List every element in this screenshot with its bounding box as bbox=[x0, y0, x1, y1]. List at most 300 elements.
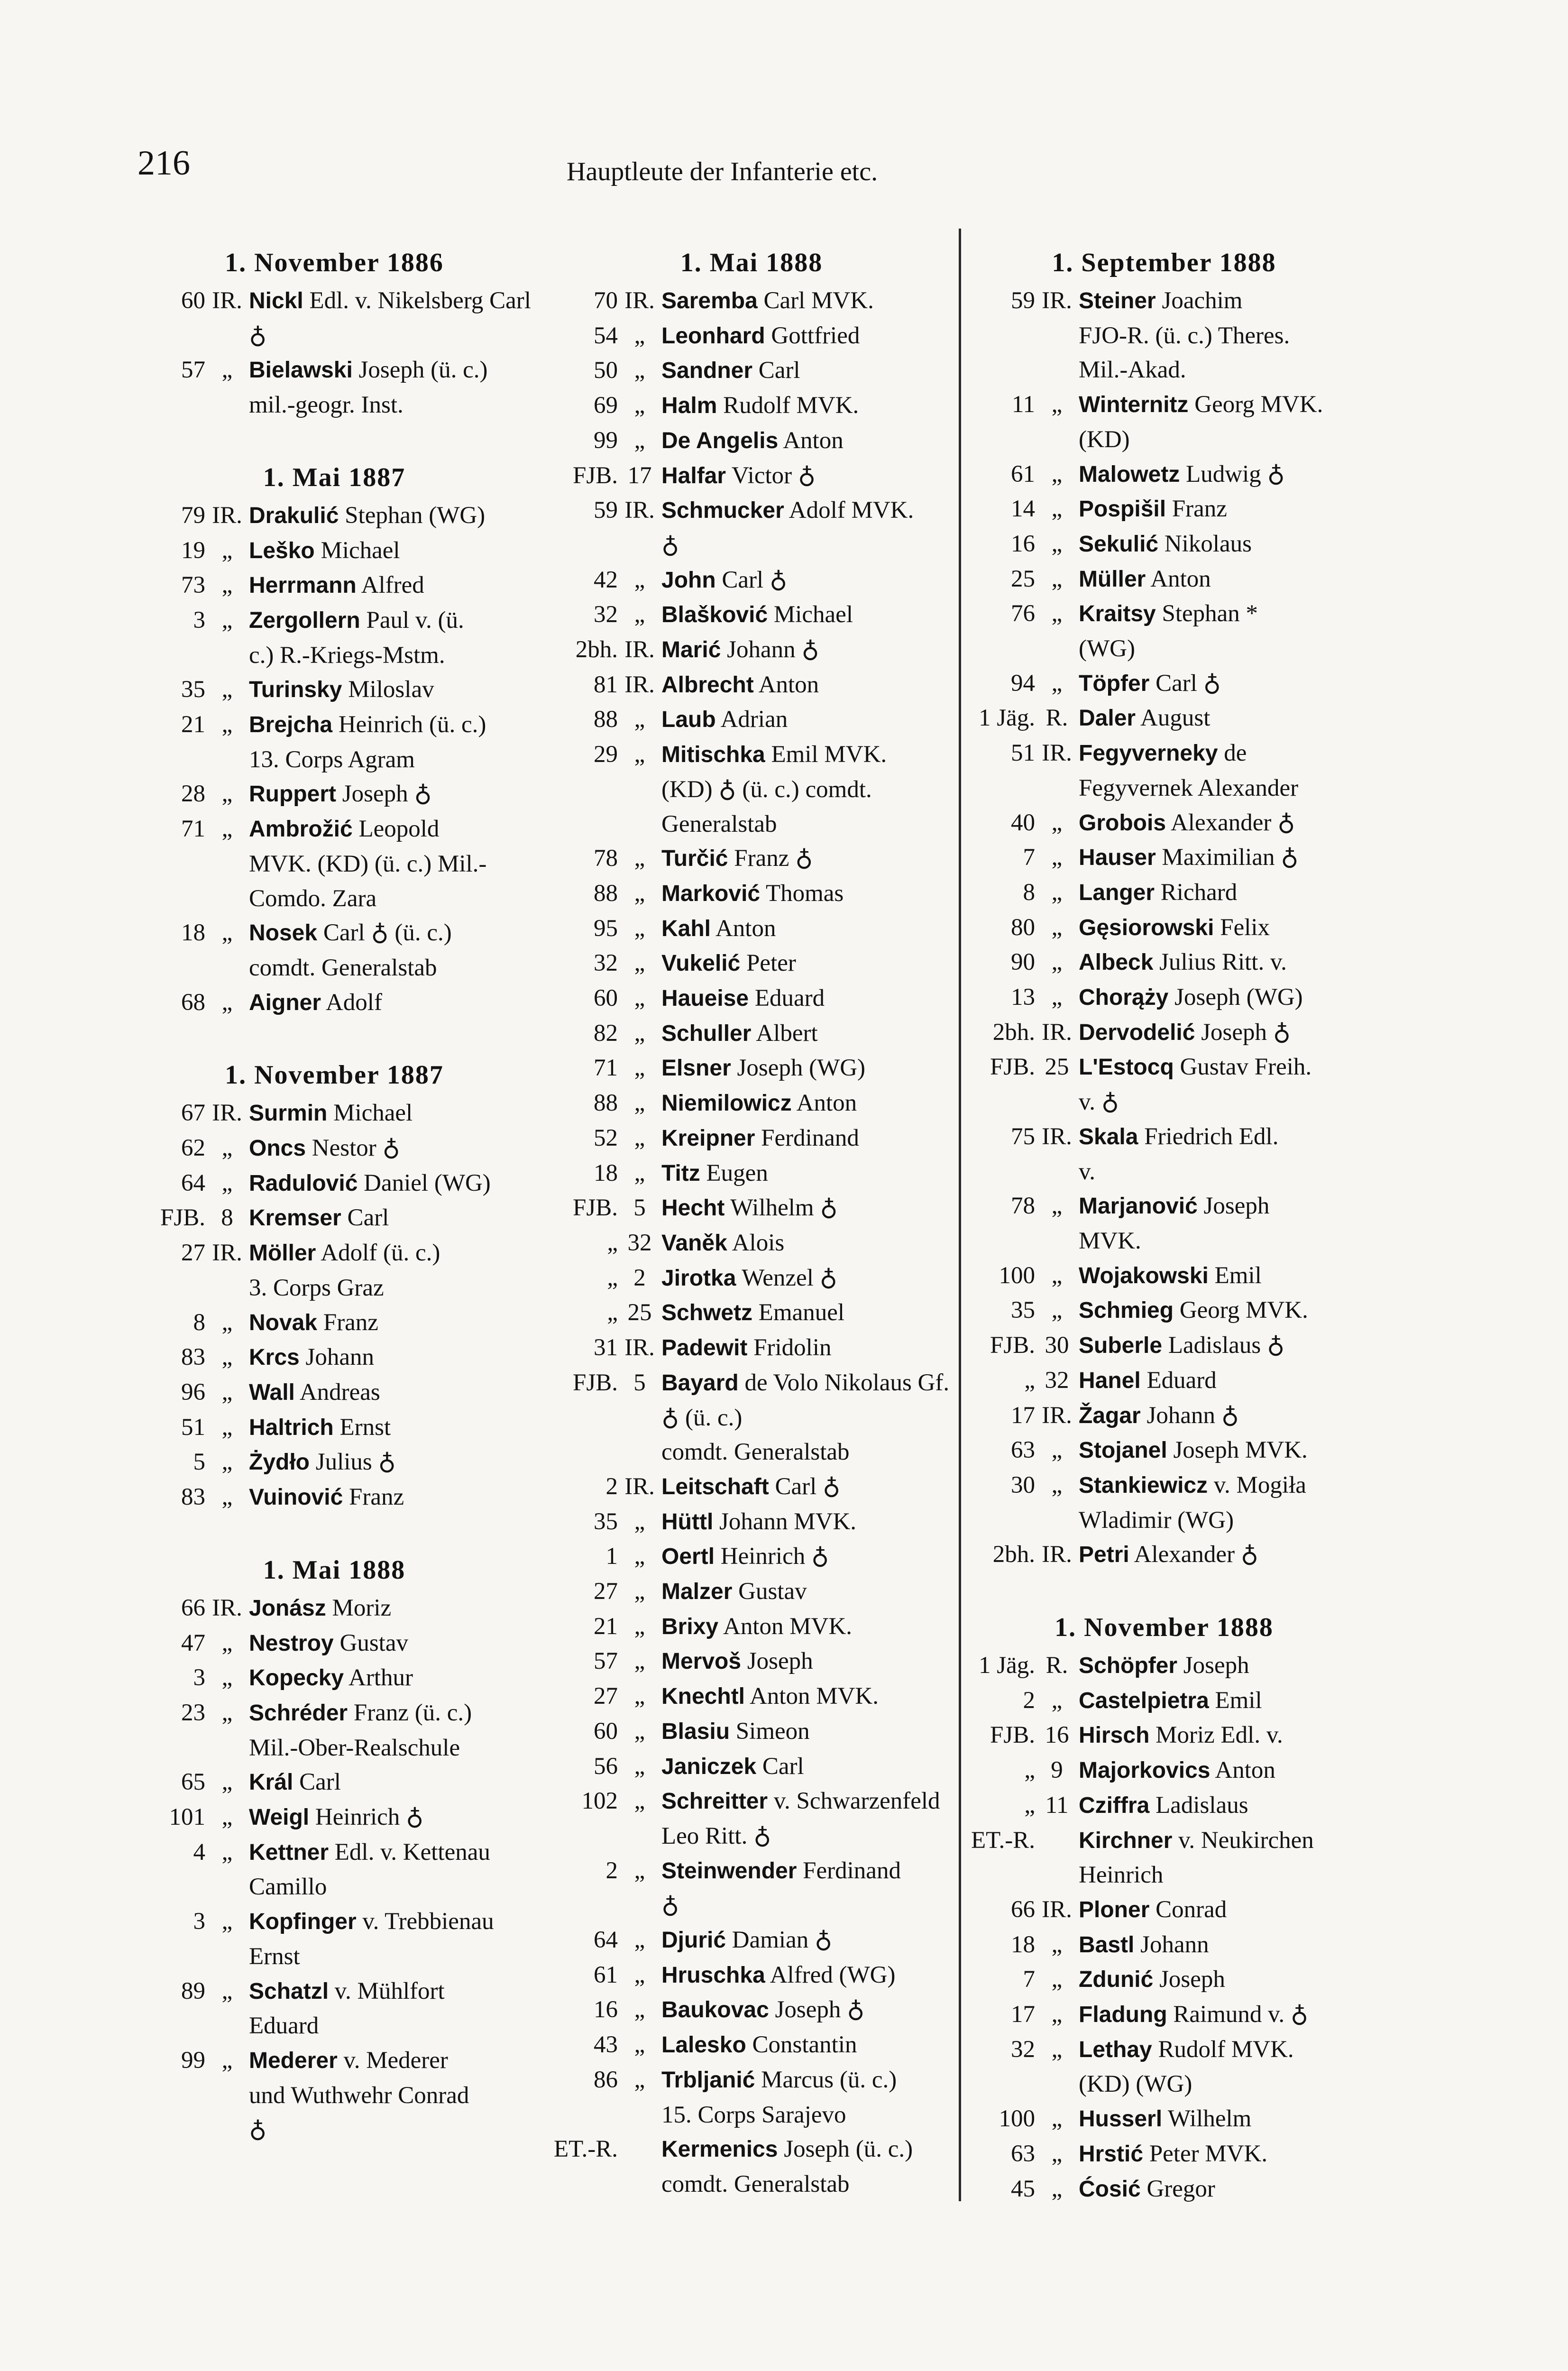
unit-designation bbox=[965, 1537, 1079, 1572]
officer-surname: Aigner bbox=[249, 990, 321, 1015]
unit-type: IR. bbox=[624, 671, 655, 698]
unit-type: „ bbox=[634, 427, 645, 454]
officer-surname: Kettner bbox=[249, 1839, 329, 1865]
officer-text bbox=[249, 1591, 533, 1626]
roster-entry bbox=[135, 672, 533, 708]
unit-type: „ bbox=[221, 1699, 233, 1726]
unit-type: „ bbox=[634, 566, 645, 593]
unit-number: 11 bbox=[1011, 391, 1035, 418]
officer-surname: Turinsky bbox=[249, 677, 342, 703]
unit-designation bbox=[965, 840, 1079, 875]
officer-details: Adolf bbox=[321, 989, 382, 1016]
officer-surname: Müller bbox=[1079, 566, 1146, 592]
unit-type: IR. bbox=[1042, 1019, 1072, 1046]
officer-details: Emil MVK. (KD) ♁ (ü. c.) comdt. Generalstab bbox=[661, 741, 887, 837]
officer-surname: Kermenics bbox=[661, 2137, 778, 2162]
officer-details: Ferdinand bbox=[755, 1124, 859, 1151]
unit-number: 101 bbox=[169, 1804, 205, 1831]
roster-entry bbox=[135, 568, 533, 603]
unit-type: „ bbox=[221, 1309, 233, 1336]
officer-details: Franz bbox=[317, 1309, 378, 1336]
officer-text bbox=[661, 1366, 955, 1470]
unit-designation bbox=[548, 1156, 661, 1191]
unit-designation bbox=[135, 1480, 249, 1515]
date-section bbox=[965, 242, 1363, 1572]
officer-text bbox=[1079, 1293, 1363, 1328]
roster-entry bbox=[135, 1410, 533, 1445]
unit-designation bbox=[548, 2063, 661, 2132]
officer-surname: Leško bbox=[249, 538, 315, 563]
unit-designation bbox=[135, 1904, 249, 1974]
officer-details: Gregor bbox=[1140, 2175, 1215, 2202]
unit-designation bbox=[965, 1893, 1079, 1928]
unit-type: „ bbox=[1051, 2036, 1063, 2063]
officer-text bbox=[1079, 1189, 1363, 1258]
officer-details: Alexander ♁ bbox=[1166, 809, 1295, 836]
unit-type: „ bbox=[1051, 844, 1063, 871]
roster-entry bbox=[965, 1189, 1363, 1258]
unit-type: „ bbox=[634, 915, 645, 942]
officer-details: Gottfried bbox=[765, 322, 860, 349]
unit-number: 27 bbox=[594, 1578, 618, 1605]
roster-entry bbox=[548, 493, 955, 562]
officer-text bbox=[249, 603, 533, 672]
roster-entry bbox=[965, 806, 1363, 841]
officer-surname: Mervoš bbox=[661, 1649, 742, 1674]
officer-text bbox=[249, 1800, 533, 1835]
unit-number: 7 bbox=[1023, 1966, 1035, 1993]
officer-details: Alfred bbox=[356, 572, 424, 599]
unit-number: 57 bbox=[594, 1648, 618, 1675]
officer-text bbox=[661, 353, 955, 388]
unit-type: „ bbox=[221, 1378, 233, 1406]
unit-number: 100 bbox=[999, 1262, 1035, 1289]
unit-type: 25 bbox=[1045, 1054, 1069, 1081]
officer-surname: Kremser bbox=[249, 1205, 341, 1231]
officer-details: Alfred (WG) bbox=[765, 1961, 896, 1988]
section-heading: 1. Mai 1888 bbox=[263, 1555, 406, 1585]
officer-details: Carl bbox=[752, 357, 800, 384]
unit-type: „ bbox=[634, 741, 645, 768]
officer-text bbox=[249, 1096, 533, 1131]
officer-text bbox=[1079, 1468, 1363, 1537]
unit-designation bbox=[548, 981, 661, 1016]
roster-entry bbox=[548, 1470, 955, 1505]
officer-surname: Niemilowicz bbox=[661, 1091, 792, 1116]
unit-type: „ bbox=[221, 2047, 233, 2074]
officer-text bbox=[1079, 1120, 1363, 1189]
roster-entry bbox=[548, 1086, 955, 1121]
officer-details: Joseph MVK. bbox=[1167, 1437, 1308, 1464]
roster-entry bbox=[965, 736, 1363, 805]
unit-type: IR. bbox=[1042, 287, 1072, 314]
officer-text bbox=[1079, 875, 1363, 910]
unit-number: 63 bbox=[1011, 1437, 1035, 1464]
officer-surname: Bielawski bbox=[249, 358, 353, 383]
officer-surname: Ruppert bbox=[249, 781, 336, 807]
officer-details: v. Mühlfort Eduard bbox=[249, 1977, 445, 2040]
officer-text bbox=[249, 1236, 533, 1305]
unit-number: FJB. bbox=[573, 1195, 618, 1222]
unit-type: „ bbox=[221, 711, 233, 738]
officer-text bbox=[661, 493, 955, 562]
officer-details: Ladislaus bbox=[1149, 1792, 1248, 1819]
unit-designation bbox=[548, 911, 661, 947]
officer-text bbox=[661, 946, 955, 981]
unit-designation bbox=[965, 1050, 1079, 1119]
unit-designation bbox=[548, 1854, 661, 1923]
unit-type: „ bbox=[634, 1020, 645, 1047]
officer-details: Albert bbox=[751, 1020, 818, 1047]
unit-designation bbox=[965, 1328, 1079, 1363]
officer-details: Victor ♁ bbox=[726, 462, 816, 489]
unit-designation bbox=[965, 597, 1079, 666]
unit-number: FJB. bbox=[990, 1054, 1035, 1081]
unit-designation bbox=[135, 1410, 249, 1445]
unit-type: „ bbox=[1051, 879, 1063, 906]
roster-entry bbox=[548, 1923, 955, 1958]
unit-number: 35 bbox=[594, 1508, 618, 1535]
roster-entry bbox=[965, 1537, 1363, 1572]
officer-surname: Zergollern bbox=[249, 607, 360, 633]
roster-entry bbox=[548, 946, 955, 981]
unit-type: „ bbox=[1051, 1437, 1063, 1464]
roster-entry bbox=[548, 388, 955, 423]
officer-text bbox=[1079, 1683, 1363, 1719]
unit-designation bbox=[965, 701, 1079, 736]
officer-surname: Kopfinger bbox=[249, 1909, 357, 1935]
unit-type: „ bbox=[221, 1484, 233, 1511]
unit-type: 8 bbox=[221, 1204, 233, 1231]
officer-surname: Jonász bbox=[249, 1595, 326, 1621]
unit-type: 25 bbox=[627, 1299, 652, 1326]
unit-designation bbox=[548, 1086, 661, 1121]
roster-entry bbox=[548, 668, 955, 703]
unit-number: 4 bbox=[193, 1838, 205, 1866]
unit-designation bbox=[548, 702, 661, 737]
unit-number: 64 bbox=[181, 1169, 205, 1196]
unit-designation bbox=[548, 388, 661, 423]
roster-entry bbox=[135, 1626, 533, 1661]
officer-details: Franz bbox=[1166, 496, 1227, 523]
officer-details: Gustav bbox=[333, 1629, 408, 1656]
unit-number: 32 bbox=[594, 601, 618, 628]
officer-surname: Kahl bbox=[661, 916, 711, 941]
officer-details: Joachim FJO-R. (ü. c.) Theres. Mil.-Akad. bbox=[1079, 287, 1290, 384]
officer-surname: Brixy bbox=[661, 1614, 719, 1639]
officer-surname: Suberle bbox=[1079, 1333, 1163, 1359]
officer-text bbox=[661, 2028, 955, 2063]
unit-type: IR. bbox=[1042, 1402, 1072, 1429]
unit-number: 32 bbox=[1011, 2036, 1035, 2063]
officer-text bbox=[249, 1375, 533, 1410]
unit-type: 32 bbox=[1045, 1367, 1069, 1394]
officer-details: Stephan * (WG) bbox=[1079, 600, 1258, 662]
officer-surname: Radulović bbox=[249, 1170, 358, 1196]
unit-designation bbox=[135, 812, 249, 916]
officer-surname: Ćosić bbox=[1079, 2176, 1141, 2202]
unit-designation bbox=[965, 387, 1079, 457]
officer-details: Miloslav bbox=[342, 676, 434, 703]
unit-type: IR. bbox=[624, 1473, 655, 1500]
officer-surname: Töpfer bbox=[1079, 671, 1150, 696]
roster-entry bbox=[548, 319, 955, 354]
officer-surname: Surmin bbox=[249, 1101, 328, 1126]
unit-number: 18 bbox=[181, 919, 205, 947]
unit-number: 71 bbox=[594, 1055, 618, 1082]
officer-surname: Marković bbox=[661, 881, 761, 906]
unit-number: 66 bbox=[1011, 1896, 1035, 1923]
officer-text bbox=[1079, 2137, 1363, 2172]
unit-number: 8 bbox=[1023, 879, 1035, 906]
officer-details: Heinrich ♁ bbox=[309, 1804, 424, 1831]
roster-entry bbox=[135, 498, 533, 533]
unit-type: „ bbox=[221, 1344, 233, 1371]
unit-designation bbox=[548, 319, 661, 354]
officer-details: Joseph bbox=[741, 1648, 813, 1675]
officer-details: Anton bbox=[1210, 1757, 1275, 1784]
officer-surname: Marić bbox=[661, 637, 721, 663]
roster-entry bbox=[135, 1480, 533, 1515]
officer-details: Johann ♁ bbox=[721, 636, 819, 663]
unit-type: R. bbox=[1045, 1652, 1068, 1679]
roster-entry bbox=[548, 1505, 955, 1540]
unit-number: 88 bbox=[594, 706, 618, 733]
officer-surname: Dervodelić bbox=[1079, 1020, 1195, 1045]
unit-number: 17 bbox=[1011, 2001, 1035, 2028]
unit-type: „ bbox=[634, 1578, 645, 1605]
unit-number: „ bbox=[607, 1264, 618, 1291]
unit-designation bbox=[965, 1788, 1079, 1823]
officer-surname: Kopecky bbox=[249, 1665, 344, 1691]
section-heading: 1. Mai 1888 bbox=[680, 248, 823, 277]
officer-details: Raimund v. ♁ bbox=[1167, 2001, 1309, 2028]
officer-text bbox=[661, 1854, 955, 1923]
officer-text bbox=[1079, 387, 1363, 457]
roster-entry bbox=[135, 1765, 533, 1800]
unit-type: „ bbox=[221, 537, 233, 564]
officer-details: Conrad bbox=[1149, 1896, 1227, 1923]
unit-type: „ bbox=[634, 706, 645, 733]
unit-designation bbox=[965, 457, 1079, 492]
officer-surname: Cziffra bbox=[1079, 1792, 1150, 1818]
officer-surname: Castelpietra bbox=[1079, 1688, 1209, 1713]
roster-entry bbox=[135, 1835, 533, 1904]
officer-text bbox=[661, 388, 955, 423]
officer-text bbox=[661, 1016, 955, 1051]
officer-details: Joseph ♁ bbox=[1195, 1019, 1291, 1046]
officer-surname: Haueise bbox=[661, 986, 749, 1011]
unit-number: 54 bbox=[594, 322, 618, 349]
unit-type: „ bbox=[221, 572, 233, 599]
unit-designation bbox=[135, 985, 249, 1020]
officer-details: Andreas bbox=[294, 1378, 380, 1406]
unit-type: IR. bbox=[212, 502, 242, 529]
roster-entry bbox=[135, 1974, 533, 2043]
unit-type: 11 bbox=[1045, 1792, 1069, 1819]
unit-type: „ bbox=[1051, 600, 1063, 627]
officer-details: Rudolf MVK. bbox=[717, 392, 859, 419]
unit-number: 59 bbox=[1011, 287, 1035, 314]
officer-surname: Schmieg bbox=[1079, 1298, 1174, 1323]
roster-entry bbox=[548, 841, 955, 876]
roster-entry bbox=[965, 562, 1363, 597]
unit-type: „ bbox=[634, 1961, 645, 1988]
unit-type: IR. bbox=[624, 1334, 655, 1361]
roster-entry bbox=[548, 1331, 955, 1366]
officer-surname: Schreitter bbox=[661, 1789, 768, 1814]
officer-surname: Blasiu bbox=[661, 1719, 730, 1744]
officer-text bbox=[661, 423, 955, 459]
roster-entry bbox=[135, 1201, 533, 1236]
unit-designation bbox=[965, 2137, 1079, 2172]
officer-text bbox=[1079, 562, 1363, 597]
unit-designation bbox=[135, 353, 249, 422]
officer-text bbox=[1079, 1398, 1363, 1434]
roster-entry bbox=[965, 1468, 1363, 1537]
officer-surname: Titz bbox=[661, 1160, 700, 1186]
roster-entry bbox=[965, 2172, 1363, 2207]
unit-number: 52 bbox=[594, 1124, 618, 1151]
unit-designation bbox=[135, 1340, 249, 1375]
officer-details: Simeon bbox=[730, 1718, 810, 1745]
unit-designation bbox=[548, 1121, 661, 1156]
officer-details: Heinrich ♁ bbox=[715, 1543, 829, 1570]
officer-text bbox=[249, 1626, 533, 1661]
unit-designation bbox=[965, 945, 1079, 980]
roster-entry bbox=[965, 701, 1363, 736]
unit-number: 80 bbox=[1011, 914, 1035, 941]
unit-type: „ bbox=[634, 1159, 645, 1186]
roster-entry bbox=[135, 533, 533, 569]
officer-text bbox=[1079, 980, 1363, 1015]
unit-type: 30 bbox=[1045, 1332, 1069, 1359]
unit-number: 83 bbox=[181, 1344, 205, 1371]
unit-designation bbox=[135, 1305, 249, 1341]
officer-surname: Baukovac bbox=[661, 1997, 769, 2023]
officer-text bbox=[249, 672, 533, 708]
unit-number: 21 bbox=[181, 711, 205, 738]
roster-entry bbox=[965, 1433, 1363, 1468]
unit-number: „ bbox=[1024, 1757, 1035, 1784]
unit-number: 14 bbox=[1011, 496, 1035, 523]
unit-type: „ bbox=[1051, 496, 1063, 523]
unit-designation bbox=[135, 1236, 249, 1305]
officer-details: Damian ♁ bbox=[726, 1927, 833, 1954]
roster-entry bbox=[965, 1893, 1363, 1928]
officer-text bbox=[661, 1749, 955, 1784]
unit-designation bbox=[548, 1574, 661, 1609]
officer-surname: Mitischka bbox=[661, 742, 765, 768]
unit-number: ET.-R. bbox=[971, 1827, 1035, 1854]
unit-type: „ bbox=[221, 1838, 233, 1866]
unit-number: 50 bbox=[594, 357, 618, 384]
unit-type: „ bbox=[1051, 530, 1063, 557]
unit-number: 16 bbox=[1011, 530, 1035, 557]
officer-details: Joseph (ü. c.) mil.-geogr. Inst. bbox=[249, 357, 488, 419]
officer-text bbox=[1079, 666, 1363, 701]
unit-number: 3 bbox=[193, 1908, 205, 1935]
unit-designation bbox=[965, 1189, 1079, 1258]
officer-details: Edl. v. Nikelsberg Carl ♁ bbox=[249, 287, 531, 349]
officer-surname: Djurić bbox=[661, 1928, 726, 1953]
unit-number: 69 bbox=[594, 392, 618, 419]
unit-designation bbox=[135, 1591, 249, 1626]
officer-surname: Vaněk bbox=[661, 1230, 727, 1256]
officer-text bbox=[1079, 2102, 1363, 2137]
unit-type: „ bbox=[1051, 1966, 1063, 1993]
officer-details: Carl bbox=[341, 1204, 389, 1231]
officer-surname: Wojakowski bbox=[1079, 1263, 1209, 1288]
unit-designation bbox=[965, 492, 1079, 527]
officer-surname: Ploner bbox=[1079, 1897, 1150, 1922]
officer-text bbox=[1079, 1823, 1363, 1893]
officer-surname: Haltrich bbox=[249, 1415, 334, 1440]
officer-details: Ferdinand ♁ bbox=[661, 1857, 901, 1919]
officer-surname: Stankiewicz bbox=[1079, 1472, 1208, 1498]
unit-number: 2bh. bbox=[575, 636, 618, 663]
officer-details: Edl. v. Kettenau Camillo bbox=[249, 1838, 490, 1901]
unit-number: 86 bbox=[594, 2066, 618, 2093]
unit-number: 57 bbox=[181, 357, 205, 384]
officer-details: Heinrich (ü. c.) 13. Corps Agram bbox=[249, 711, 486, 773]
officer-surname: Möller bbox=[249, 1241, 316, 1266]
officer-text bbox=[1079, 2032, 1363, 2102]
officer-text bbox=[1079, 1433, 1363, 1468]
unit-number: 102 bbox=[581, 1788, 618, 1815]
unit-number: 25 bbox=[1011, 565, 1035, 592]
officer-details: Anton MVK. bbox=[718, 1613, 853, 1640]
officer-text bbox=[1079, 701, 1363, 736]
roster-entry bbox=[965, 527, 1363, 562]
unit-designation bbox=[965, 1928, 1079, 1963]
roster-entry bbox=[548, 353, 955, 388]
unit-type: „ bbox=[634, 1613, 645, 1640]
unit-type: „ bbox=[1051, 2001, 1063, 2028]
officer-details: Carl bbox=[293, 1769, 341, 1796]
officer-surname: Ambrožić bbox=[249, 817, 353, 842]
roster-entry bbox=[965, 2032, 1363, 2102]
unit-number: 3 bbox=[193, 607, 205, 634]
officer-text bbox=[249, 985, 533, 1020]
unit-designation bbox=[965, 1753, 1079, 1788]
unit-number: „ bbox=[1024, 1792, 1035, 1819]
officer-details: Wilhelm bbox=[1162, 2105, 1252, 2132]
officer-surname: Hrstić bbox=[1079, 2141, 1144, 2167]
officer-details: Carl ♁ (ü. c.) comdt. Generalstab bbox=[249, 919, 452, 981]
roster-entry bbox=[965, 1293, 1363, 1328]
officer-text bbox=[249, 498, 533, 533]
unit-designation bbox=[965, 1683, 1079, 1719]
officer-surname: Bayard bbox=[661, 1370, 739, 1396]
officer-details: Michael bbox=[327, 1100, 413, 1127]
unit-number: 40 bbox=[1011, 809, 1035, 836]
unit-number: 68 bbox=[181, 989, 205, 1016]
officer-details: Julius ♁ bbox=[310, 1449, 396, 1476]
unit-designation bbox=[965, 1997, 1079, 2032]
officer-text bbox=[1079, 945, 1363, 980]
officer-text bbox=[1079, 492, 1363, 527]
unit-number: „ bbox=[1024, 1367, 1035, 1394]
unit-type bbox=[1035, 1823, 1079, 1893]
officer-details: Rudolf MVK. (KD) (WG) bbox=[1079, 2036, 1294, 2098]
officer-surname: Král bbox=[249, 1770, 293, 1795]
roster-entry bbox=[135, 812, 533, 916]
unit-number: 81 bbox=[594, 671, 618, 698]
officer-details: Emil bbox=[1209, 1687, 1262, 1714]
officer-text bbox=[1079, 840, 1363, 875]
officer-details: Eduard bbox=[749, 985, 825, 1012]
